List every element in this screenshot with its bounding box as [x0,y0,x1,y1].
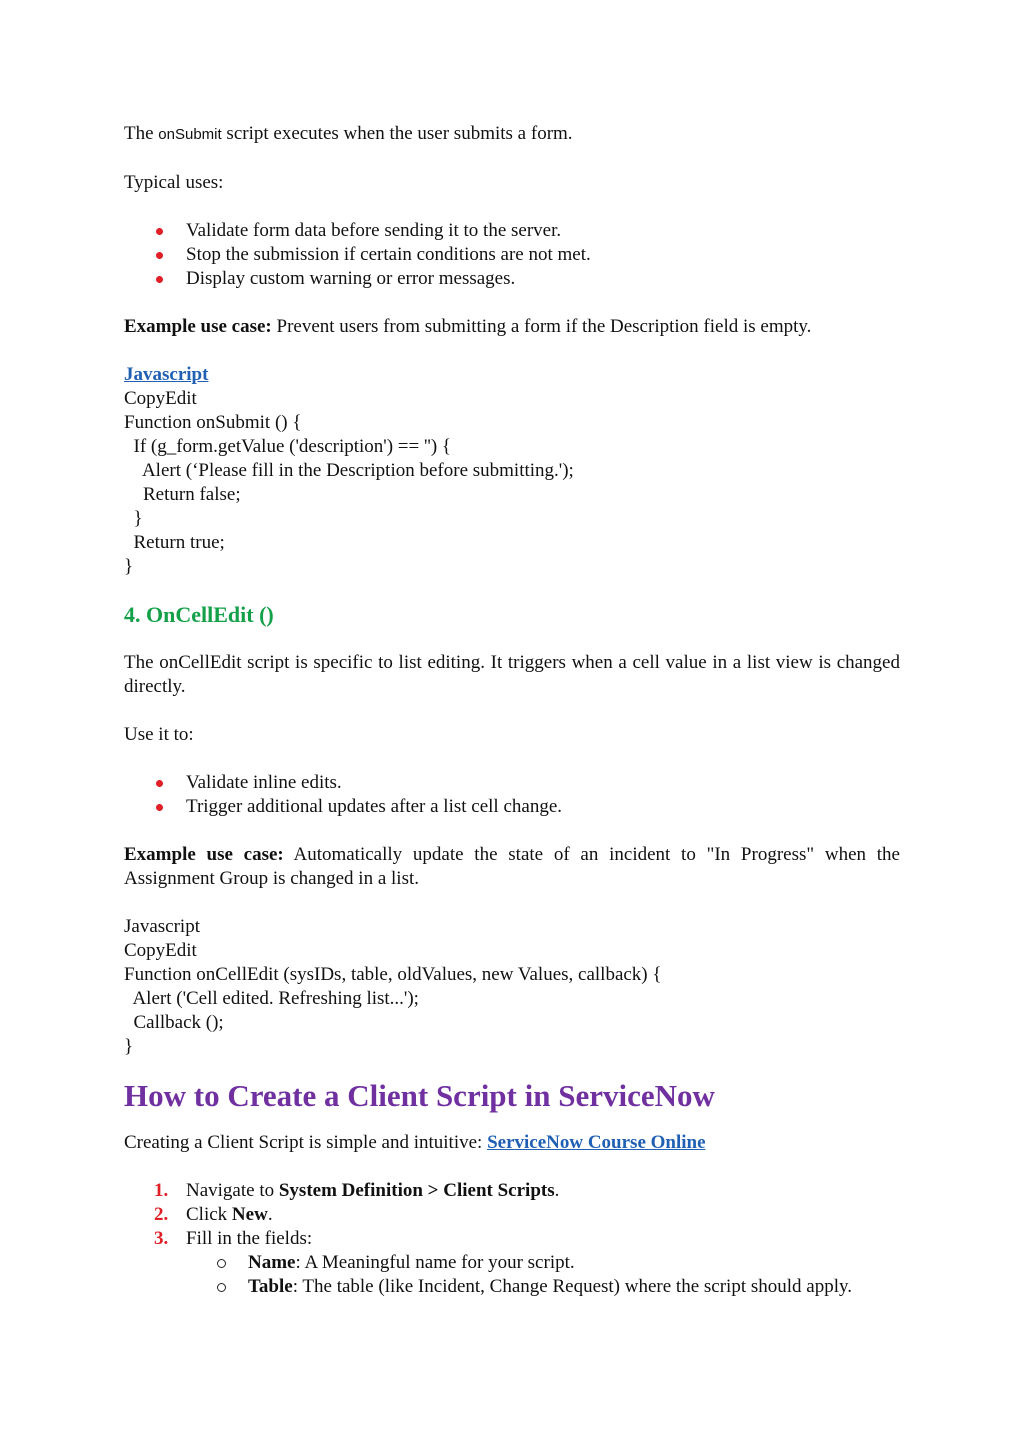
code-line: Alert (‘Please fill in the Description before submitting.'); [124,460,574,481]
code-line: } [124,556,134,577]
code-line: Return false; [124,484,241,505]
step-item: 2. Click New. [154,1204,273,1225]
list-item: Trigger additional updates after a list cell change. [186,795,900,819]
use-it-heading: Use it to: [124,724,194,745]
code-line: } [124,508,143,529]
circle-bullet-icon [217,1283,226,1292]
copyedit-label: CopyEdit [124,940,197,961]
code-line: Function onSubmit () { [124,412,302,433]
field-item: Name: A Meaningful name for your script. [248,1251,900,1275]
bullet-icon [156,252,163,259]
javascript-link[interactable]: Javascript [124,364,209,385]
how-to-intro: Creating a Client Script is simple and intuitive: ServiceNow Course Online [124,1132,706,1153]
fields-list [186,1251,900,1299]
step-item: 1. Navigate to System Definition > Client Scripts. [154,1180,560,1201]
code-line: } [124,1036,134,1057]
copyedit-label: CopyEdit [124,388,197,409]
code-block-onsubmit [124,363,900,579]
list-item: Display custom warning or error messages. [186,267,900,291]
typical-uses-heading: Typical uses: [124,172,224,193]
intro-paragraph: The onSubmit script executes when the user submits a form. [124,123,573,144]
step-item: 3. Fill in the fields: Name: A Meaningful name for your script. Table: The table (like Incident, Change Request) where the script should apply. [186,1227,900,1299]
onsubmit-term: onSubmit [158,126,222,143]
oncelledit-description: The onCellEdit script is specific to list editing. It triggers when a cell value in a list view is changed directly. [124,652,900,697]
bullet-icon [156,276,163,283]
code-line: Callback (); [124,1012,224,1033]
typical-uses-list [124,219,900,291]
example-use-case-1: Example use case: Prevent users from submitting a form if the Description field is empty. [124,316,812,337]
circle-bullet-icon [217,1259,226,1268]
use-it-list [124,771,900,819]
code-block-oncelledit [124,915,900,1059]
bullet-icon [156,228,163,235]
steps-list [124,1179,900,1299]
oncelledit-heading: 4. OnCellEdit () [124,602,274,627]
list-item: Validate inline edits. [186,771,900,795]
servicenow-course-link[interactable]: ServiceNow Course Online [487,1132,706,1153]
code-line: Alert ('Cell edited. Refreshing list...'); [124,988,419,1009]
list-item: Validate form data before sending it to the server. [186,219,900,243]
code-line: If (g_form.getValue ('description') == '') { [124,436,452,457]
list-item: Stop the submission if certain conditions are not met. [186,243,900,267]
how-to-heading: How to Create a Client Script in ServiceNow [124,1078,715,1113]
javascript-label: Javascript [124,916,200,937]
code-line: Function onCellEdit (sysIDs, table, oldValues, new Values, callback) { [124,964,662,985]
bullet-icon [156,780,163,787]
bullet-icon [156,804,163,811]
code-line: Return true; [124,532,225,553]
example-use-case-2: Example use case: Automatically update the state of an incident to "In Progress" when the Assignment Group is changed in a list. [124,844,900,889]
document-page [124,122,900,1299]
field-item: Table: The table (like Incident, Change Request) where the script should apply. [248,1275,900,1299]
